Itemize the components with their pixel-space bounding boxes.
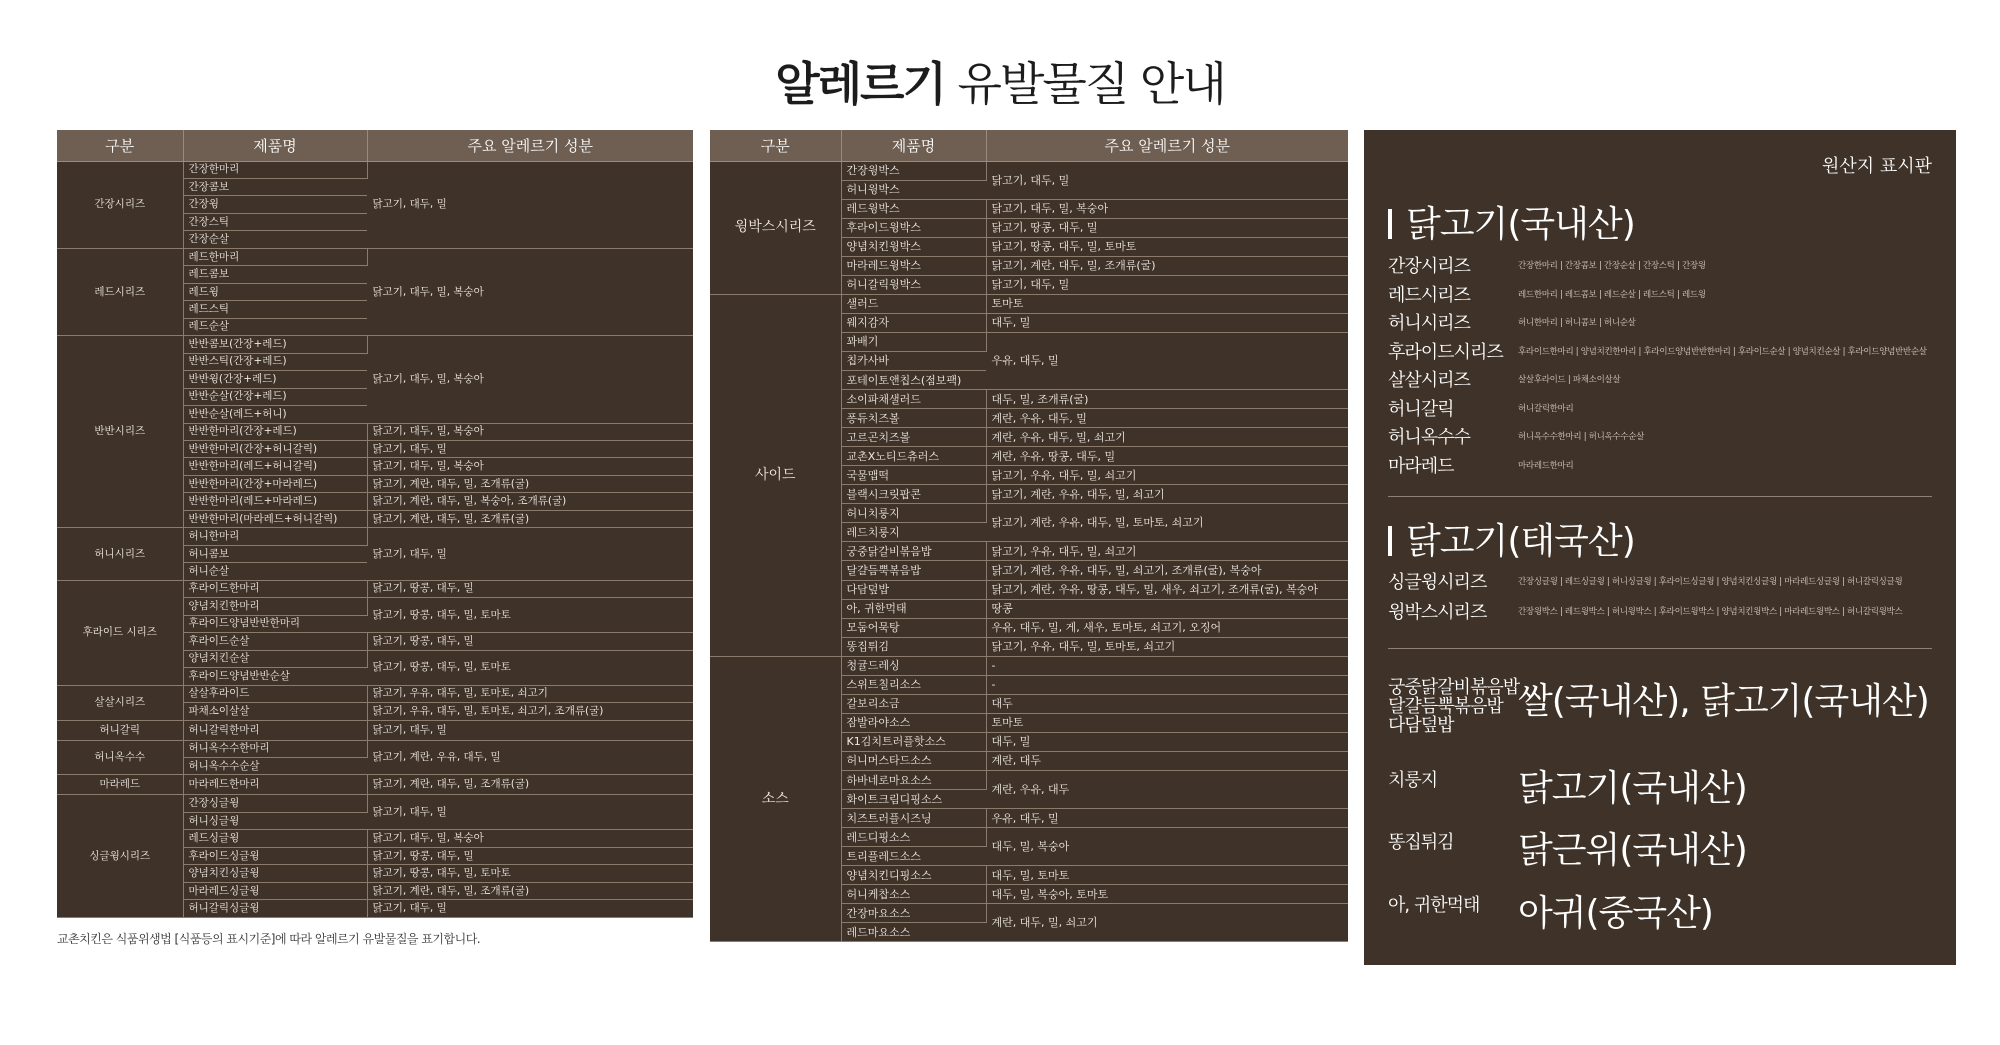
heading-bar <box>1388 526 1392 556</box>
product-cell: 하바네로마요소스 <box>841 771 986 790</box>
product-cell: 트리플레드소스 <box>841 847 986 866</box>
allergen-cell: 대두, 밀, 복숭아, 토마토 <box>986 885 1348 904</box>
product-cell: 후라이드한마리 <box>183 580 367 597</box>
series-items: 간장한마리 | 간장콤보 | 간장순살 | 간장스틱 | 간장윙 <box>1518 261 1706 271</box>
allergen-cell: 닭고기, 땅콩, 대두, 밀, 토마토 <box>986 237 1348 256</box>
category-cell: 허니갈릭 <box>57 720 183 740</box>
product-cell: 레드싱글윙 <box>183 830 367 847</box>
series-name: 간장시리즈 <box>1388 256 1470 277</box>
product-cell: 간장윙박스 <box>841 161 986 180</box>
product-cell: 청귤드레싱 <box>841 656 986 675</box>
category-cell: 싱글윙시리즈 <box>57 795 183 917</box>
page-title-bold: 알레르기 <box>775 57 945 111</box>
allergen-cell: 닭고기, 땅콩, 대두, 밀, 토마토 <box>367 865 693 882</box>
series-items: 레드한마리 | 레드콤보 | 레드순살 | 레드스틱 | 레드윙 <box>1518 289 1706 300</box>
table-row <box>710 294 1348 313</box>
category-cell: 반반시리즈 <box>57 336 183 528</box>
series-name: 허니갈릭 <box>1388 398 1454 420</box>
allergen-cell: 닭고기, 대두, 밀, 복숭아 <box>367 336 693 423</box>
allergen-cell: 닭고기, 계란, 우유, 땅콩, 대두, 밀, 새우, 쇠고기, 조개류(굴), 복숭아 <box>986 580 1348 599</box>
origin-rice-row <box>1388 673 1948 743</box>
product-cell: 반반순살(레드+허니) <box>183 406 367 423</box>
product-cell: 달걀듬뿍볶음밥 <box>841 561 986 580</box>
product-cell: 화이트크림디핑소스 <box>841 790 986 809</box>
allergen-cell: 우유, 대두, 밀 <box>986 809 1348 828</box>
table-row <box>710 161 1348 180</box>
product-cell: 후라이드윙박스 <box>841 218 986 237</box>
table-row <box>57 795 693 812</box>
allergen-cell: 닭고기, 대두, 밀, 복숭아 <box>986 199 1348 218</box>
product-cell: 아, 귀한먹태 <box>841 599 986 618</box>
allergen-cell: 닭고기, 대두, 밀 <box>367 528 693 580</box>
product-cell: 허니케찹소스 <box>841 885 986 904</box>
origin-series-row <box>1388 452 1573 480</box>
allergen-cell: 닭고기, 계란, 대두, 밀, 조개류(굴) <box>367 882 693 899</box>
category-cell: 윙박스시리즈 <box>710 161 841 294</box>
product-cell: 허니갈릭싱글윙 <box>183 900 367 917</box>
allergen-cell: 닭고기, 대두, 밀 <box>367 441 693 458</box>
ddongjip-origin-value: 닭근위(국내산) <box>1518 830 1747 871</box>
product-cell: 포테이토앤칩스(점보팩) <box>841 371 986 390</box>
product-cell: 고르곤치즈볼 <box>841 428 986 447</box>
category-cell: 사이드 <box>710 294 841 656</box>
allergen-cell: 계란, 우유, 대두, 밀 <box>986 409 1348 428</box>
series-items: 허니갈릭한마리 <box>1518 403 1574 414</box>
product-cell: 갈보리소금 <box>841 694 986 713</box>
product-cell: 간장콤보 <box>183 178 367 195</box>
header-allergen: 주요 알레르기 성분 <box>367 130 693 161</box>
category-cell: 레드시리즈 <box>57 248 183 335</box>
product-cell: 블랙시크릿팝콘 <box>841 485 986 504</box>
allergen-cell: 닭고기, 계란, 대두, 밀, 조개류(굴) <box>986 256 1348 275</box>
meoktae-name: 아, 귀한먹태 <box>1388 895 1480 916</box>
product-cell: 간장싱글윙 <box>183 795 367 812</box>
allergen-cell: 대두 <box>986 694 1348 713</box>
table-row <box>57 685 693 702</box>
product-cell: 반반한마리(레드+마라레드) <box>183 493 367 510</box>
product-cell: 샐러드 <box>841 294 986 313</box>
category-cell: 허니시리즈 <box>57 528 183 580</box>
series-name: 살살시리즈 <box>1388 370 1470 391</box>
allergen-cell: 닭고기, 우유, 대두, 밀, 토마토, 쇠고기 <box>986 637 1348 656</box>
product-cell: 레드윙 <box>183 283 367 300</box>
series-name: 레드시리즈 <box>1388 284 1470 306</box>
product-cell: 반반한마리(간장+마라레드) <box>183 475 367 492</box>
product-cell: 레드순살 <box>183 318 367 335</box>
allergen-cell: 계란, 우유, 땅콩, 대두, 밀 <box>986 447 1348 466</box>
product-cell: 양념치킨한마리 <box>183 598 367 615</box>
header-category: 구분 <box>57 130 183 161</box>
product-cell: 파채소이살살 <box>183 703 367 720</box>
category-cell: 허니옥수수 <box>57 740 183 775</box>
product-cell: 똥집튀김 <box>841 637 986 656</box>
table-row <box>57 528 693 545</box>
allergen-cell: 우유, 대두, 밀 <box>986 332 1348 389</box>
allergen-cell: 닭고기, 계란, 우유, 대두, 밀, 쇠고기 <box>986 485 1348 504</box>
divider <box>1388 648 1932 649</box>
page-title <box>0 48 2000 114</box>
series-items: 살살후라이드 | 파채소이살살 <box>1518 375 1621 385</box>
allergen-cell: 닭고기, 땅콩, 대두, 밀 <box>367 580 693 597</box>
product-cell: K1김치트러플핫소스 <box>841 732 986 751</box>
series-name: 허니시리즈 <box>1388 313 1470 334</box>
origin-heading-thai-text: 닭고기(태국산) <box>1406 521 1635 562</box>
allergen-cell: 닭고기, 대두, 밀, 복숭아 <box>367 830 693 847</box>
allergen-cell: 닭고기, 계란, 우유, 대두, 밀 <box>367 740 693 775</box>
allergen-cell: 닭고기, 대두, 밀 <box>367 720 693 740</box>
allergen-table-right <box>710 130 1348 942</box>
product-cell: 반반순살(간장+레드) <box>183 388 367 405</box>
allergen-cell: 닭고기, 계란, 우유, 대두, 밀, 쇠고기, 조개류(굴), 복숭아 <box>986 561 1348 580</box>
table-row <box>57 720 693 740</box>
allergen-cell: 닭고기, 대두, 밀 <box>986 161 1348 199</box>
origin-series-row <box>1388 338 1927 366</box>
allergen-cell: 닭고기, 대두, 밀 <box>986 275 1348 294</box>
header-product: 제품명 <box>841 130 986 161</box>
product-cell: 허니머스타드소스 <box>841 751 986 770</box>
product-cell: 레드디핑소스 <box>841 828 986 847</box>
allergen-cell: 닭고기, 대두, 밀 <box>367 900 693 917</box>
product-cell: 허니콤보 <box>183 545 367 562</box>
rice-name-2: 달걀듬뿍볶음밥 <box>1388 696 1503 717</box>
ddongjip-name: 똥집튀김 <box>1388 832 1454 853</box>
page-title-rest: 유발물질 안내 <box>944 57 1225 111</box>
table-row <box>57 740 693 757</box>
product-cell: 치즈트러플시즈닝 <box>841 809 986 828</box>
product-cell: 레드한마리 <box>183 248 367 265</box>
allergen-cell: 닭고기, 계란, 대두, 밀, 조개류(굴) <box>367 510 693 527</box>
chirungji-name: 치룽지 <box>1388 770 1438 791</box>
rice-name-3: 다담덮밥 <box>1388 715 1454 736</box>
product-cell: 허니싱글윙 <box>183 812 367 829</box>
origin-series-row <box>1388 252 1706 280</box>
allergen-table-left <box>57 130 693 918</box>
product-cell: 퐁듀치즈볼 <box>841 409 986 428</box>
product-cell: 레드마요소스 <box>841 923 986 942</box>
allergen-cell: 대두, 밀, 토마토 <box>986 866 1348 885</box>
series-name: 싱글윙시리즈 <box>1388 572 1487 593</box>
product-cell: 후라이드양념반반순살 <box>183 668 367 685</box>
allergen-cell: 대두, 밀 <box>986 732 1348 751</box>
product-cell: 살살후라이드 <box>183 685 367 702</box>
product-cell: 마라레드윙박스 <box>841 256 986 275</box>
product-cell: 간장순살 <box>183 231 367 248</box>
allergen-cell: 닭고기, 땅콩, 대두, 밀 <box>986 218 1348 237</box>
origin-meoktae-row <box>1388 885 1948 935</box>
product-cell: 웨지감자 <box>841 313 986 332</box>
product-cell: 마라레드싱글윙 <box>183 882 367 899</box>
category-cell: 후라이드 시리즈 <box>57 580 183 685</box>
header-allergen: 주요 알레르기 성분 <box>986 130 1348 161</box>
product-cell: 레드윙박스 <box>841 199 986 218</box>
product-cell: 교촌X노티드츄러스 <box>841 447 986 466</box>
product-cell: 양념치킨싱글윙 <box>183 865 367 882</box>
allergen-cell: 닭고기, 대두, 밀 <box>367 161 693 248</box>
category-cell: 살살시리즈 <box>57 685 183 720</box>
allergen-cell: 닭고기, 대두, 밀 <box>367 795 693 830</box>
series-items: 마라레드한마리 <box>1518 460 1574 471</box>
allergen-cell: 닭고기, 땅콩, 대두, 밀 <box>367 847 693 864</box>
product-cell: 양념치킨디핑소스 <box>841 866 986 885</box>
product-cell: 칩카사바 <box>841 351 986 370</box>
product-cell: 간장윙 <box>183 196 367 213</box>
allergen-cell: 대두, 밀, 복숭아 <box>986 828 1348 866</box>
product-cell: 반반한마리(간장+레드) <box>183 423 367 440</box>
product-cell: 반반스틱(간장+레드) <box>183 353 367 370</box>
allergen-cell: 토마토 <box>986 294 1348 313</box>
series-items: 후라이드한마리 | 양념치킨한마리 | 후라이드양념반반한마리 | 후라이드순살 | 양념치킨순살 | 후라이드양념반반순살 <box>1518 346 1927 357</box>
product-cell: 후라이드양념반반한마리 <box>183 615 367 632</box>
product-cell: 허니윙박스 <box>841 180 986 199</box>
table-row <box>57 580 693 597</box>
product-cell: 허니갈릭윙박스 <box>841 275 986 294</box>
allergen-cell: 닭고기, 우유, 대두, 밀, 쇠고기 <box>986 542 1348 561</box>
footnote: 교촌치킨은 식품위생법 [식품등의 표시기준]에 따라 알레르기 유발물질을 표기합니다. <box>57 932 481 946</box>
origin-series-row <box>1388 568 1902 596</box>
product-cell: 허니치룽지 <box>841 504 986 523</box>
product-cell: 허니한마리 <box>183 528 367 545</box>
divider <box>1388 496 1932 497</box>
product-cell: 스위트칠리소스 <box>841 675 986 694</box>
product-cell: 반반콤보(간장+레드) <box>183 336 367 353</box>
allergen-cell: 닭고기, 계란, 대두, 밀, 조개류(굴) <box>367 475 693 492</box>
product-cell: 허니갈릭한마리 <box>183 720 367 740</box>
allergen-cell: 닭고기, 대두, 밀, 복숭아 <box>367 248 693 335</box>
allergen-cell: 대두, 밀, 조개류(굴) <box>986 390 1348 409</box>
header-category: 구분 <box>710 130 841 161</box>
product-cell: 허니옥수수한마리 <box>183 740 367 757</box>
origin-series-row <box>1388 309 1636 337</box>
product-cell: 간장마요소스 <box>841 904 986 923</box>
series-name: 윙박스시리즈 <box>1388 602 1487 623</box>
product-cell: 반반한마리(레드+허니갈릭) <box>183 458 367 475</box>
product-cell: 허니옥수수순살 <box>183 757 367 774</box>
category-cell: 소스 <box>710 656 841 942</box>
product-cell: 후라이드싱글윙 <box>183 847 367 864</box>
allergen-cell: 닭고기, 땅콩, 대두, 밀, 토마토 <box>367 650 693 685</box>
product-cell: 간장한마리 <box>183 161 367 178</box>
product-cell: 소이파채샐러드 <box>841 390 986 409</box>
chirungji-origin-value: 닭고기(국내산) <box>1518 768 1747 809</box>
allergen-cell: 계란, 우유, 대두, 밀, 쇠고기 <box>986 428 1348 447</box>
heading-bar <box>1388 209 1392 239</box>
series-name: 마라레드 <box>1388 455 1454 477</box>
series-items: 간장싱글윙 | 레드싱글윙 | 허니싱글윙 | 후라이드싱글윙 | 양념치킨싱글윙 | 마라레드싱글윙 | 허니갈릭싱글윙 <box>1518 577 1903 587</box>
allergen-cell: 닭고기, 땅콩, 대두, 밀, 토마토 <box>367 598 693 633</box>
product-cell: 양념치킨순살 <box>183 650 367 667</box>
product-cell: 궁중닭갈비볶음밥 <box>841 542 986 561</box>
allergen-cell: 닭고기, 계란, 우유, 대두, 밀, 토마토, 쇠고기 <box>986 504 1348 542</box>
series-items: 허니옥수수한마리 | 허니옥수수순살 <box>1518 432 1645 442</box>
product-cell: 레드치룽지 <box>841 523 986 542</box>
product-cell: 다담덮밥 <box>841 580 986 599</box>
product-cell: 레드콤보 <box>183 266 367 283</box>
allergen-cell: 닭고기, 우유, 대두, 밀, 토마토, 쇠고기, 조개류(굴) <box>367 703 693 720</box>
allergen-cell: 우유, 대두, 밀, 게, 새우, 토마토, 쇠고기, 오징어 <box>986 618 1348 637</box>
allergen-cell: 닭고기, 계란, 대두, 밀, 조개류(굴) <box>367 775 693 795</box>
product-cell: 레드스틱 <box>183 301 367 318</box>
product-cell: 반반윙(간장+레드) <box>183 371 367 388</box>
allergen-cell: 계란, 대두, 밀, 쇠고기 <box>986 904 1348 942</box>
header-product: 제품명 <box>183 130 367 161</box>
allergen-cell: 토마토 <box>986 713 1348 732</box>
allergen-cell: 땅콩 <box>986 599 1348 618</box>
origin-heading-thai <box>1388 513 1635 564</box>
allergen-cell: 계란, 대두 <box>986 751 1348 770</box>
allergen-cell: 닭고기, 우유, 대두, 밀, 토마토, 쇠고기 <box>367 685 693 702</box>
table-row <box>57 248 693 265</box>
origin-series-row <box>1388 281 1706 309</box>
table-row <box>710 656 1348 675</box>
allergen-cell: 닭고기, 우유, 대두, 밀, 쇠고기 <box>986 466 1348 485</box>
allergen-cell: 닭고기, 땅콩, 대두, 밀 <box>367 633 693 650</box>
table-row <box>57 775 693 795</box>
allergen-cell: 닭고기, 대두, 밀, 복숭아 <box>367 423 693 440</box>
series-items: 간장윙박스 | 레드윙박스 | 허니윙박스 | 후라이드윙박스 | 양념치킨윙박스 | 마라레드윙박스 | 허니갈릭윙박스 <box>1518 607 1903 617</box>
rice-origin-value: 쌀(국내산), 닭고기(국내산) <box>1518 681 1929 722</box>
allergen-cell: - <box>986 656 1348 675</box>
allergen-cell: 닭고기, 계란, 대두, 밀, 복숭아, 조개류(굴) <box>367 493 693 510</box>
table-row <box>57 161 693 178</box>
product-cell: 잠발라야소스 <box>841 713 986 732</box>
product-cell: 간장스틱 <box>183 213 367 230</box>
series-name: 후라이드시리즈 <box>1388 341 1503 363</box>
origin-heading-korea <box>1388 196 1635 247</box>
meoktae-origin-value: 아귀(중국산) <box>1518 893 1713 934</box>
product-cell: 허니순살 <box>183 563 367 580</box>
category-cell: 간장시리즈 <box>57 161 183 248</box>
origin-series-row <box>1388 366 1620 394</box>
product-cell: 후라이드순살 <box>183 633 367 650</box>
table-row <box>57 336 693 353</box>
origin-board-title: 원산지 표시판 <box>1821 156 1932 177</box>
origin-series-row <box>1388 423 1644 451</box>
origin-ddongjip-row <box>1388 822 1948 872</box>
rice-name-1: 궁중닭갈비볶음밥 <box>1388 677 1520 698</box>
product-cell: 모둠어묵탕 <box>841 618 986 637</box>
allergen-cell: 닭고기, 대두, 밀, 복숭아 <box>367 458 693 475</box>
allergen-cell: - <box>986 675 1348 694</box>
product-cell: 양념치킨윙박스 <box>841 237 986 256</box>
series-items: 허니한마리 | 허니콤보 | 허니순살 <box>1518 318 1636 328</box>
allergen-cell: 계란, 우유, 대두 <box>986 771 1348 809</box>
origin-series-row <box>1388 598 1902 626</box>
allergen-table-left-body <box>57 161 693 917</box>
origin-chirungji-row <box>1388 760 1948 810</box>
allergen-cell: 대두, 밀 <box>986 313 1348 332</box>
product-cell: 반반한마리(간장+허니갈릭) <box>183 441 367 458</box>
series-name: 허니옥수수 <box>1388 427 1470 448</box>
origin-heading-korea-text: 닭고기(국내산) <box>1406 204 1635 245</box>
origin-board <box>1364 130 1956 965</box>
origin-series-row <box>1388 395 1573 423</box>
product-cell: 마라레드한마리 <box>183 775 367 795</box>
product-cell: 국물맵떡 <box>841 466 986 485</box>
allergen-table-right-body <box>710 161 1348 942</box>
category-cell: 마라레드 <box>57 775 183 795</box>
product-cell: 반반한마리(마라레드+허니갈릭) <box>183 510 367 527</box>
product-cell: 꽈배기 <box>841 332 986 351</box>
